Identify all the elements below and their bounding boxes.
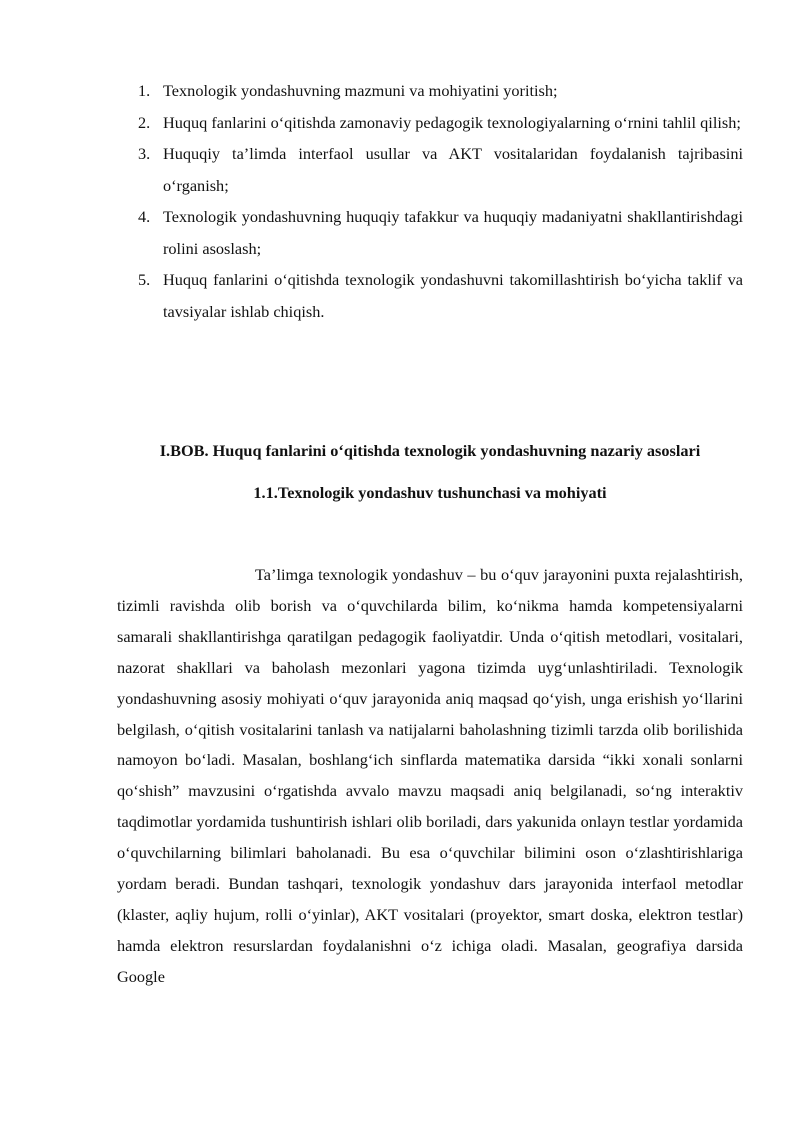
list-item-text: Texnologik yondashuvning huquqiy tafakkur va huquqiy madaniyatni shakllantirishdagi rolini asoslash; <box>163 207 743 258</box>
list-item <box>138 264 743 327</box>
list-item-number: 5. <box>138 270 151 289</box>
list-item <box>138 75 743 107</box>
objectives-list <box>138 75 743 327</box>
list-item-text: Huquq fanlarini o‘qitishda zamonaviy pedagogik texnologiyalarning o‘rnini tahlil qilish; <box>163 112 741 132</box>
list-item-number: 3. <box>138 144 151 163</box>
list-item <box>138 138 743 201</box>
list-item-number: 2. <box>138 112 151 132</box>
section-heading: 1.1.Texnologik yondashuv tushunchasi va mohiyati <box>253 483 607 502</box>
chapter-heading: I.BOB. Huquq fanlarini o‘qitishda texnologik yondashuvning nazariy asoslari <box>159 441 701 460</box>
list-item-number: 4. <box>138 207 151 226</box>
body-paragraph: Ta’limga texnologik yondashuv – bu o‘quv jarayonini puxta rejalashtirish, tizimli ravishda olib borish va o‘quvchilarda bilim, ko‘nikma hamda kompetensiyalarni samarali shakllantirishga qaratilgan pedagogik faoliyatdir. Unda o‘qitish metodlari, vositalari, nazorat shakllari va baholash mezonlari yagona tizimda uyg‘unlashtiriladi. Texnologik yondashuvning asosiy mohiyati o‘quv jarayonida aniq maqsad qo‘yish, unga erishish yo‘llarini belgilash, o‘qitish vositalarini tanlash va natijalarni baholashning tizimli tarzda olib borilishida namoyon bo‘ladi. Masalan, boshlang‘ich sinflarda matematika darsida “ikki xonali sonlarni qo‘shish” mavzusini o‘rgatishda avvalo mavzu maqsadi aniq belgilanadi, so‘ng interaktiv taqdimotlar yordamida tushuntirish ishlari olib boriladi, dars yakunida onlayn testlar yordamida o‘quvchilarning bilimlari baholanadi. Bu esa o‘quvchilar bilimini oson o‘zlashtirishlariga yordam beradi. Bundan tashqari, texnologik yondashuv dars jarayonida interfaol metodlar (klaster, aqliy hujum, rolli o‘yinlar), AKT vositalari (proyektor, smart doska, elektron testlar) hamda elektron resurslardan foydalanishni o‘z ichiga oladi. Masalan, geografiya darsida Google <box>117 565 743 986</box>
list-item-text: Texnologik yondashuvning mazmuni va mohiyatini yoritish; <box>163 81 558 100</box>
list-item <box>138 107 743 139</box>
list-item-text: Huquqiy ta’limda interfaol usullar va AKT vositalaridan foydalanish tajribasini o‘rganish; <box>163 144 743 195</box>
list-item <box>138 201 743 264</box>
list-item-number: 1. <box>138 81 151 100</box>
list-item-text: Huquq fanlarini o‘qitishda texnologik yondashuvni takomillashtirish bo‘yicha taklif va tavsiyalar ishlab chiqish. <box>163 270 743 321</box>
